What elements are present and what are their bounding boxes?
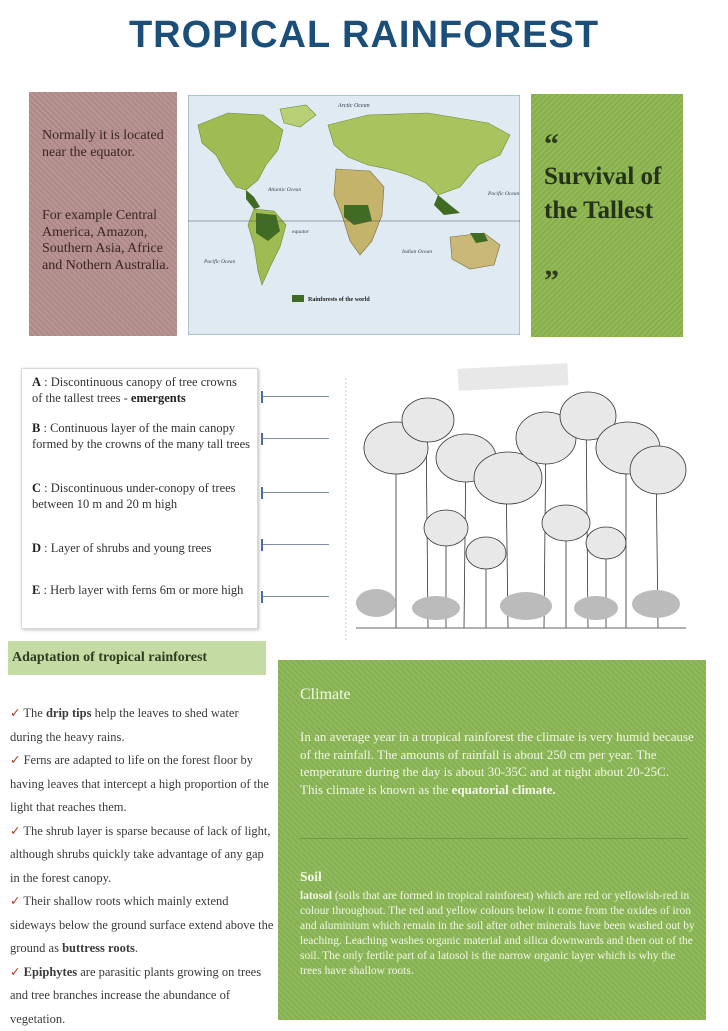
layer-item-a: A : Discontinuous canopy of tree crowns of the tallest trees - emergents: [32, 375, 250, 406]
adaptation-heading-box: [8, 641, 266, 675]
soil-heading: Soil: [300, 869, 322, 885]
adaptation-item-1: ✓ The drip tips help the leaves to shed water during the heavy rains.: [10, 702, 274, 749]
connector-c: [261, 487, 263, 499]
map-label-atlantic: Atlantic Ocean: [267, 187, 301, 193]
connector-d: [261, 539, 263, 551]
tree-crowns: [364, 392, 686, 569]
climate-heading: Climate: [300, 686, 351, 704]
map-legend: Rainforests of the world: [308, 297, 370, 303]
soil-text: latosol (soils that are formed in tropical rainforest) which are red or yellowish-red in colour throughout. The red and yellow colours below it come from the oxides of iron and aluminium which remain in the soil after other minerals have been washed out by leaching. Leaching washes organic material and silica downwards and then out of the soil. The only fertile part of a latosol is the narrow organic layer which is why the trees have shallow roots.: [300, 889, 695, 979]
layer-item-c: C : Discontinuous under-conopy of trees between 10 m and 20 m high: [32, 481, 250, 512]
adaptation-heading: Adaptation of tropical rainforest: [12, 650, 207, 666]
adaptation-item-3: ✓ The shrub layer is sparse because of lack of light, although shrubs quickly take advantage of any gap in the forest canopy.: [10, 820, 274, 891]
close-quote: ”: [544, 264, 559, 298]
climate-text: In an average year in a tropical rainforest the climate is very humid because of the rainfall. The amounts of rainfall is about 250 cm per year. The temperature during the day is about 30-35C and at night about 20-25C. This climate is known as the equatorial climate.: [300, 728, 695, 798]
adaptation-item-4: ✓ Their shallow roots which mainly extend sideways below the ground surface extend above the ground as buttress roots.: [10, 890, 274, 961]
layer-item-b: B : Continuous layer of the main canopy formed by the crowns of the many tall trees: [32, 421, 250, 452]
map-label-pacific-left: Pacific Ocean: [203, 258, 236, 265]
layer-item-d: D : Layer of shrubs and young trees: [32, 541, 250, 557]
page-title: TROPICAL RAINFOREST: [0, 14, 728, 57]
map-label-equator: equator: [292, 229, 310, 235]
location-text-2: For example Central America, Amazon, Southern Asia, Africe and Nothern Australia.: [42, 208, 170, 274]
layer-item-e: E : Herb layer with ferns 6m or more high: [32, 583, 250, 599]
connector-a: [261, 391, 263, 403]
adaptation-item-2: ✓ Ferns are adapted to life on the forest floor by having leaves that intercept a high proportion of the light that reaches them.: [10, 749, 274, 820]
map-label-pacific-right: Pacific Ocean: [487, 190, 520, 197]
check-icon: ✓: [10, 894, 20, 908]
location-text-1: Normally it is located near the equator.: [42, 128, 170, 161]
adaptation-item-5: ✓ Epiphytes are parasitic plants growing on trees and tree branches increase the abundance of vegetation.: [10, 961, 274, 1031]
climate-panel: [278, 660, 706, 1020]
map-label-arctic: Arctic Ocean: [337, 103, 370, 109]
divider: [300, 838, 688, 839]
forest-illustration: [336, 378, 698, 640]
check-icon: ✓: [10, 706, 20, 720]
quote-text: Survival of the Tallest: [544, 160, 679, 228]
check-icon: ✓: [10, 824, 20, 838]
location-card: [29, 92, 177, 336]
undergrowth: [356, 589, 680, 620]
check-icon: ✓: [10, 965, 20, 979]
map-label-indian: Indian Ocean: [401, 249, 432, 255]
connector-e: [261, 591, 263, 603]
layer-box: [21, 368, 258, 629]
legend-swatch: [292, 295, 304, 302]
adaptation-list: [10, 702, 274, 1031]
connector-b: [261, 433, 263, 445]
quote-card: [531, 94, 683, 337]
check-icon: ✓: [10, 753, 20, 767]
open-quote: “: [544, 128, 559, 162]
world-map: [188, 95, 520, 335]
